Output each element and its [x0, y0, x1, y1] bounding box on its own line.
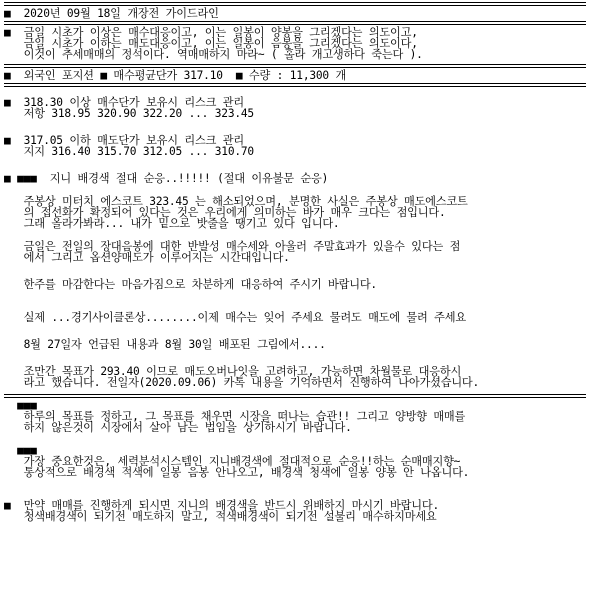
note-line: 하루의 목표를 정하고, 그 목표를 채우면 시장을 떠나는 습관!! 그리고 양방향 매매를 — [4, 410, 466, 423]
intro-line: ■ 금일 시초가 이상은 매수대응이고, 이는 일봉이 양봉을 그리겠다는 의도이고, — [4, 26, 418, 39]
notes-divider — [4, 394, 586, 398]
body-line: 에서 그리고 옵션양매도가 이루어지는 시간대입니다. — [4, 251, 290, 264]
section-divider — [4, 83, 586, 87]
support-block — [4, 135, 586, 157]
buy-risk-line: ■ 318.30 이상 매수단가 보유시 리스크 관리 — [4, 96, 244, 109]
top-divider — [4, 2, 586, 6]
sell-risk-line: ■ 317.05 이하 매도단가 보유시 리스크 관리 — [4, 134, 244, 147]
note-2 — [4, 445, 586, 478]
footer-warning — [4, 500, 586, 522]
body-paragraph-2 — [4, 241, 586, 263]
support-levels: 지지 316.40 315.70 312.05 ... 310.70 — [4, 145, 254, 158]
note-marker: ■■■ — [4, 444, 37, 457]
footer-line: 청색배경색이 되기전 매도하지 말고, 적색배경색이 되기전 설불리 매수하지마세요 — [4, 510, 437, 523]
body-line: 한주를 마감한다는 마음가짐으로 차분하게 대응하여 주시기 바랍니다. — [4, 278, 377, 291]
note-marker: ■■■ — [4, 399, 37, 412]
resistance-block — [4, 97, 586, 119]
body-line: 실제 ...경기사이클론상........이제 매수는 잊어 주세요 물려도 매도에 물려 주세요 — [4, 311, 466, 324]
body-line: 주봉상 미터치 에스코트 323.45 는 해소되었으며, 분명한 사실은 주봉상 매도에스코트 — [4, 195, 468, 208]
body-paragraph-1 — [4, 196, 586, 229]
rule-heading: ■ ■■■ 지니 배경색 절대 순응..!!!!! (절대 이유불문 순응) — [4, 172, 329, 185]
foreign-position-line: ■ 외국인 포지션 ■ 매수평균단가 317.10 ■ 수량 : 11,300 개 — [4, 69, 347, 82]
body-line: 라고 했습니다. 전일자(2020.09.06) 카톡 내용을 기억하면서 진행하여 나아가셨습니다. — [4, 376, 480, 389]
intro-line: 금일 시초가 이하는 매도대응이고, 이는 일봉이 음봉을 그리겠다는 의도이다, — [4, 37, 418, 50]
body-line: 금일은 전일의 장대음봉에 대한 반발성 매수세와 아울러 주말효과가 있을수 있다는 점 — [4, 240, 461, 253]
intro-line: 이것이 추세매매의 정석이다. 역매매하지 마라~ ( 홀라 개고생하다 죽는다 ). — [4, 48, 423, 61]
intro-block — [4, 27, 586, 60]
title-divider — [4, 21, 586, 25]
note-line: 가장 중요한것은, 세력분석시스템인 지니배경색에 절대적으로 순응!!하는 순매매지향~ — [4, 455, 461, 468]
note-line: 하지 않은것이 시장에서 살아 남는 법임을 상기하시기 바랍니다. — [4, 421, 352, 434]
body-paragraph-6 — [4, 366, 586, 388]
body-line: 조만간 목표가 293.40 이므로 매도오버나잇을 고려하고, 가능하면 차월물로 대응하시 — [4, 365, 462, 378]
body-line: 그래 올라가봐라... 내가 밑으로 밧줄을 땡기고 있다 입니다. — [4, 217, 340, 230]
resistance-levels: 저항 318.95 320.90 322.20 ... 323.45 — [4, 107, 254, 120]
note-line: 통상적으로 배경색 적색에 일봉 음봉 안나오고, 배경색 청색에 일봉 양봉 안 나옵니다. — [4, 466, 470, 479]
guideline-document — [4, 2, 586, 522]
section-divider — [4, 64, 586, 68]
body-line: 8월 27일자 언급된 내용과 8월 30일 배포된 그림에서.... — [4, 338, 326, 351]
footer-line: ■ 만약 매매를 진행하게 되시면 지니의 배경색을 반드시 위배하지 마시기 바랍니다. — [4, 499, 439, 512]
document-title: ■ 2020년 09월 18일 개장전 가이드라인 — [4, 7, 219, 20]
body-line: 의 접선화가 확정되어 있다는 것은 우리에게 의미하는 바가 매우 크다는 점입니다. — [4, 206, 446, 219]
note-1 — [4, 400, 586, 433]
